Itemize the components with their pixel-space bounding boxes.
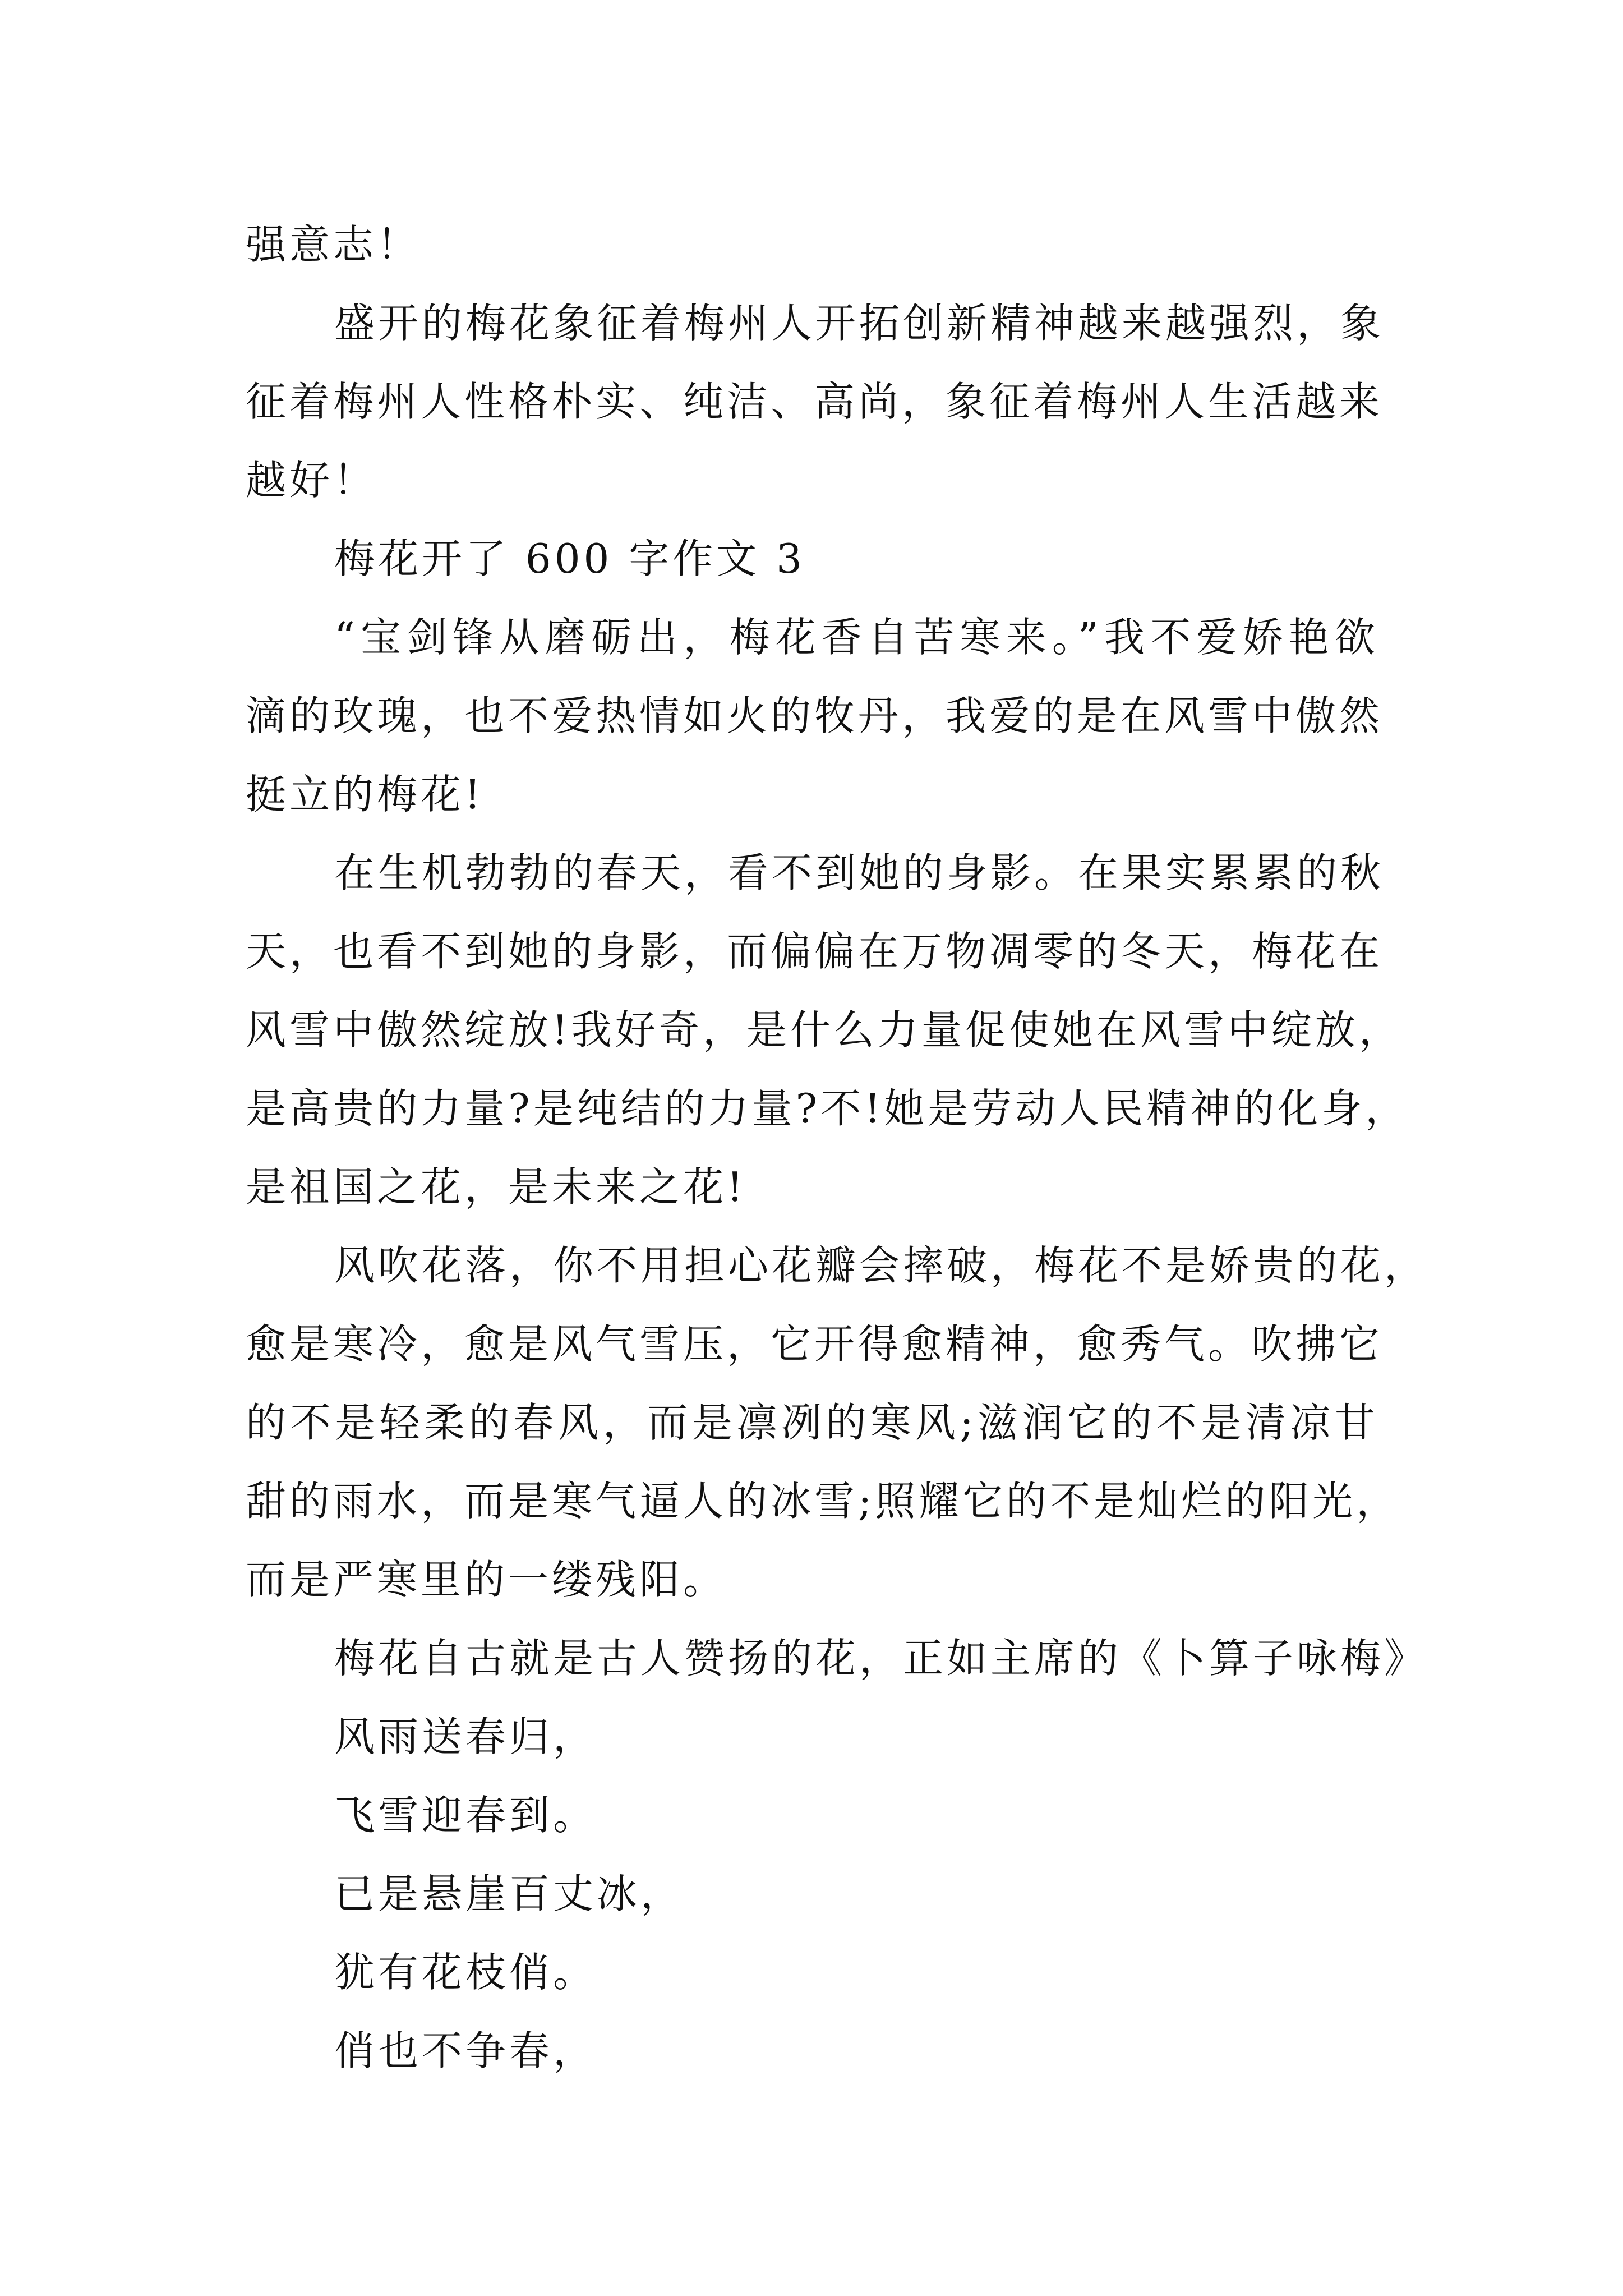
poem-line: 犹有花枝俏。 xyxy=(334,1949,597,1996)
text-line: 在生机勃勃的春天，看不到她的身影。在果实累累的秋 xyxy=(334,849,1385,896)
text-line: 愈是寒冷，愈是风气雪压，它开得愈精神，愈秀气。吹拂它 xyxy=(246,1320,1384,1368)
document-body xyxy=(246,205,1428,2090)
text-line: 甜的雨水，而是寒气逼人的冰雪;照耀它的不是灿烂的阳光， xyxy=(246,1478,1400,1525)
text-line: 滴的玫瑰，也不爱热情如火的牧丹，我爱的是在风雪中傲然 xyxy=(246,692,1384,739)
text-line: 梅花自古就是古人赞扬的花，正如主席的《卜算子咏梅》 xyxy=(334,1635,1428,1682)
text-line: 风雪中傲然绽放!我好奇，是什么力量促使她在风雪中绽放， xyxy=(246,1006,1403,1053)
text-line: 是高贵的力量?是纯结的力量?不!她是劳动人民精神的化身， xyxy=(246,1085,1409,1132)
poem-line: 已是悬崖百丈冰， xyxy=(334,1870,685,1917)
text-line: 挺立的梅花! xyxy=(246,771,484,818)
text-line: 越好！ xyxy=(246,457,377,504)
text-line: 盛开的梅花象征着梅州人开拓创新精神越来越强烈，象 xyxy=(334,300,1385,347)
text-line: “宝剑锋从磨砺出，梅花香自苦寒来。”我不爱娇艳欲 xyxy=(334,614,1378,661)
section-heading: 梅花开了 600 字作文 3 xyxy=(334,535,805,582)
text-line: 强意志！ xyxy=(246,221,421,268)
text-line: 是祖国之花，是未来之花! xyxy=(246,1163,746,1211)
text-line: 天，也看不到她的身影，而偏偏在万物凋零的冬天，梅花在 xyxy=(246,928,1384,975)
text-line: 的不是轻柔的春风，而是凛冽的寒风;滋润它的不是清凉甘 xyxy=(246,1399,1378,1446)
text-line: 征着梅州人性格朴实、纯洁、高尚，象征着梅州人生活越来 xyxy=(246,378,1384,425)
poem-line: 飞雪迎春到。 xyxy=(334,1792,597,1839)
poem-line: 风雨送春归， xyxy=(334,1713,597,1760)
text-line: 而是严寒里的一缕残阳。 xyxy=(246,1556,727,1603)
poem-line: 俏也不争春， xyxy=(334,2027,597,2074)
text-line: 风吹花落，你不用担心花瓣会摔破，梅花不是娇贵的花， xyxy=(334,1242,1428,1289)
